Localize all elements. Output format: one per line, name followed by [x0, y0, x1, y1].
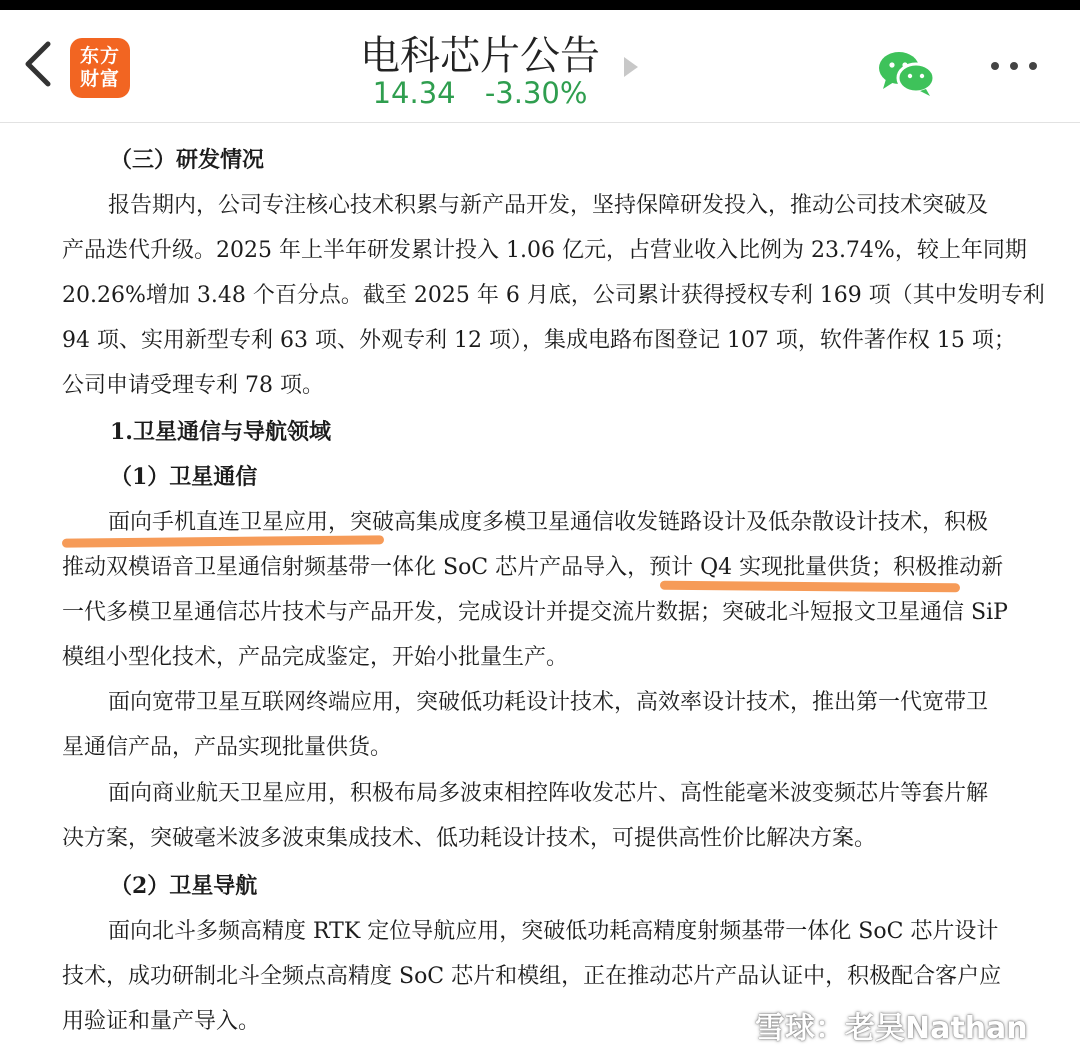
paragraph-line: 决方案，突破毫米波多波束集成技术、低功耗设计技术，可提供高性价比解决方案。: [62, 826, 877, 851]
stock-change: -3.30%: [484, 76, 588, 110]
paragraph-line: 94 项、实用新型专利 63 项、外观专利 12 项），集成电路布图登记 107 项，软件著作权 15 项；: [62, 328, 1016, 353]
play-icon: [620, 54, 642, 80]
back-button[interactable]: [18, 36, 62, 92]
subsection-heading: （2）卫星导航: [110, 873, 258, 899]
paragraph-line: 产品迭代升级。2025 年上半年研发累计投入 1.06 亿元，占营业收入比例为 23.74%，较上年同期: [62, 238, 1027, 263]
announcement-document[interactable]: [0, 123, 1080, 1053]
watermark: 雪球：老吴Nathan: [755, 1011, 1028, 1046]
app-logo-line1: 东方: [79, 45, 120, 67]
subsection-heading: （1）卫星通信: [110, 464, 258, 490]
page-title: 电科芯片公告: [360, 33, 600, 79]
play-button[interactable]: [620, 54, 642, 80]
more-button[interactable]: [986, 58, 1042, 74]
section-heading: （三）研发情况: [110, 147, 265, 173]
stock-price: 14.34: [372, 76, 456, 110]
paragraph-line: 报告期内，公司专注核心技术积累与新产品开发，坚持保障研发投入，推动公司技术突破及: [108, 193, 989, 218]
paragraph-line: 一代多模卫星通信芯片技术与产品开发，完成设计并提交流片数据；突破北斗短报文卫星通信 SiP: [62, 600, 1008, 625]
quote-row: [300, 76, 660, 110]
app-logo[interactable]: [70, 38, 130, 98]
wechat-icon: [876, 48, 938, 98]
paragraph-line: 面向商业航天卫星应用，积极布局多波束相控阵收发芯片、高性能毫米波变频芯片等套片解: [108, 781, 989, 806]
paragraph-line: 星通信产品，产品实现批量供货。: [62, 735, 393, 760]
highlight-underline: [660, 581, 960, 593]
paragraph-line: 面向北斗多频高精度 RTK 定位导航应用，突破低功耗高精度射频基带一体化 SoC 芯片设计: [108, 919, 999, 944]
wechat-share-button[interactable]: [876, 48, 938, 98]
app-logo-line2: 财富: [79, 68, 120, 90]
subsection-heading: 1.卫星通信与导航领域: [110, 419, 331, 445]
more-icon: [986, 58, 1042, 74]
paragraph-line: 技术，成功研制北斗全频点高精度 SoC 芯片和模组，正在推动芯片产品认证中，积极配合客户应: [62, 964, 1002, 989]
back-arrow-icon: [18, 36, 62, 92]
paragraph-line: 面向手机直连卫星应用，突破高集成度多模卫星通信收发链路设计及低杂散设计技术，积极: [108, 510, 989, 535]
paragraph-line: 面向宽带卫星互联网终端应用，突破低功耗设计技术，高效率设计技术，推出第一代宽带卫: [108, 690, 989, 715]
app-header: [0, 10, 1080, 123]
paragraph-line: 公司申请受理专利 78 项。: [62, 373, 324, 398]
paragraph-line: 推动双模语音卫星通信射频基带一体化 SoC 芯片产品导入，预计 Q4 实现批量供货；积极推动新: [62, 555, 1004, 580]
paragraph-line: 20.26%增加 3.48 个百分点。截至 2025 年 6 月底，公司累计获得授权专利 169 项（其中发明专利: [62, 283, 1045, 308]
paragraph-line: 用验证和量产导入。: [62, 1009, 261, 1034]
status-bar: [0, 0, 1080, 10]
paragraph-line: 模组小型化技术，产品完成鉴定，开始小批量生产。: [62, 645, 569, 670]
